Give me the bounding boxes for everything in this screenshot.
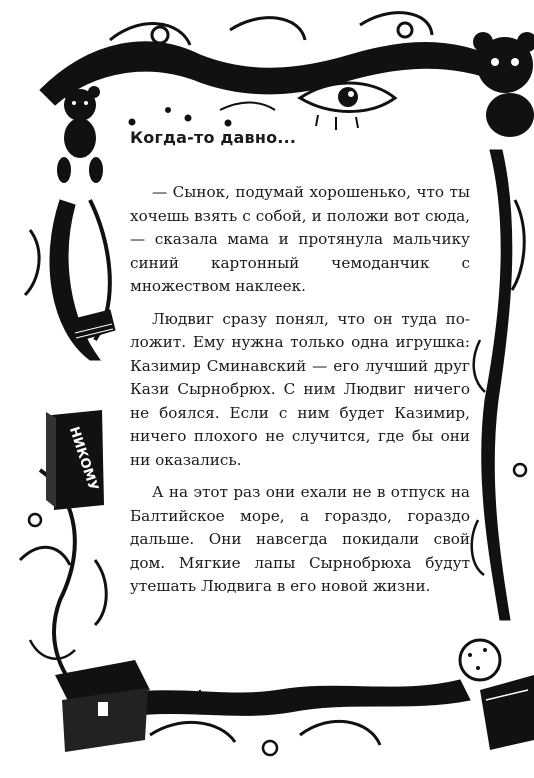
banner-text: НИКОМУ bbox=[65, 425, 101, 493]
top-ornament bbox=[40, 13, 500, 126]
paragraph-3: А на этот раз они ехали не в отпуск на Балтийское море, а гораздо, гораздо дальше. Они навсегда покидали свой дом. Мягкие лапы Сырнобрюха будут утешать Людвига в его новой жизни. bbox=[130, 483, 470, 595]
right-ornament bbox=[472, 150, 526, 620]
treasure-chest-icon bbox=[55, 660, 150, 752]
chapter-heading: Когда-то давно... bbox=[130, 128, 297, 147]
eye-icon bbox=[300, 83, 395, 130]
paragraph-2: Людвиг сразу понял, что он туда положит. Ему нужна только одна игрушка: Казимир Сминавский — его лучший друг Кази Сырнобрюх. С ним Людвиг ничего не боялся. Если с ним будет Казимир, ничего плохого не случится, где бы они ни оказались. bbox=[130, 309, 470, 469]
banner-ribbon bbox=[46, 410, 104, 510]
story-text bbox=[130, 128, 470, 608]
top-right-bear-icon bbox=[473, 32, 534, 137]
teddy-bear-icon bbox=[57, 86, 103, 183]
suitcase-icon bbox=[460, 640, 534, 750]
bottom-ornament bbox=[100, 680, 470, 755]
paragraph-1: — Сынок, подумай хорошенько, что ты хочешь взять с собой, и положи вот сюда, — сказала мама и протянула мальчику синий картонный чемоданчик с множеством наклеек. bbox=[130, 183, 470, 295]
